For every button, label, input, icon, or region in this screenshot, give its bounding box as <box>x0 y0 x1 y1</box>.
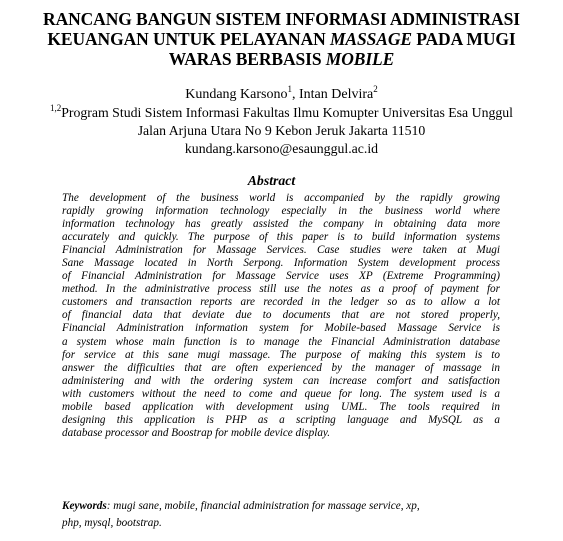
abstract-line: customers and transaction reports are recorded in the ledger so as to allow a lot <box>62 296 500 309</box>
keywords-label: Keywords <box>62 500 107 512</box>
abstract-line: answer the difficulties that are often experienced by the manager of massage in <box>62 361 500 374</box>
abstract-line: with customers without the need to come and queue for long. The system used is a <box>62 387 500 400</box>
abstract-line: The development of the business world is accompanied by the rapidly growing <box>62 192 500 204</box>
abstract-line: mobile based application with development using UML. The tools required in <box>62 400 500 413</box>
affiliation-address: Jalan Arjuna Utara No 9 Kebon Jeruk Jakarta 11510 <box>137 123 426 138</box>
abstract-line: method. In the administrative process still use the notes as a proof of payment for <box>62 283 500 296</box>
abstract-line: rapidly growing information technology especially in the business world where <box>62 205 500 218</box>
title-line-2-tail: PADA MUGI <box>411 29 516 49</box>
abstract-line: accurately and quickly. The purpose of this paper is to build information systems <box>62 231 500 244</box>
abstract-line: of Financial Administration for Massage Service uses XP (Extreme Programming) <box>62 270 500 283</box>
abstract-line: Sane Massage located in North Serpong. Information System development process <box>62 257 500 270</box>
keywords-block <box>62 498 500 532</box>
author-superscript: 2 <box>373 84 378 94</box>
affiliation-program-text: Program Studi Sistem Informasi Fakultas Ilmu Komupter Universitas Esa Unggul <box>61 105 514 120</box>
abstract-body <box>62 192 500 440</box>
affiliation-email: kundang.karsono@esaunggul.ac.id <box>184 141 379 156</box>
abstract-line: of financial data that deviate due to documents that are not stored properly, <box>62 309 500 322</box>
title-line-3-text: WARAS BERBASIS <box>168 49 326 69</box>
title-line-3-italic: MOBILE <box>325 49 395 69</box>
abstract-line: a system whose main function is to manage the Financial Administration database <box>62 335 500 348</box>
title-line-3 <box>0 49 563 69</box>
author-name: Intan Delvira <box>299 87 374 102</box>
keywords-line <box>62 498 500 515</box>
abstract-line: information technology has greatly assisted the company in obtaining data more <box>62 218 500 231</box>
abstract-line: Financial Administration for Massage Services. Case studies were taken at Mugi <box>62 244 500 257</box>
affiliation-superscript: 1,2 <box>49 103 62 113</box>
author-name: Kundang Karsono <box>185 87 288 102</box>
keywords-line: php, mysql, bootstrap. <box>62 517 162 529</box>
title-line-2-italic: MASSAGE <box>329 29 412 49</box>
abstract-line: database processor and Boostrap for mobile device display. <box>62 426 331 439</box>
affiliation-block <box>0 104 563 158</box>
paper-title <box>0 9 563 69</box>
abstract-line: for service at this sane mugi massage. The purpose of making this system is to <box>62 348 500 361</box>
title-line-2-text: KEUANGAN UNTUK PELAYANAN <box>47 29 330 49</box>
abstract-line: designing this application is PHP as a scripting language and MySQL as a <box>62 413 500 426</box>
abstract-line: administering and with the ordering system can increase comfort and satisfaction <box>62 374 500 387</box>
affiliation-program <box>0 104 563 122</box>
abstract-line: Financial Administration information system for Mobile-based Massage Service is <box>62 322 500 335</box>
keywords-list: : mugi sane, mobile, financial administration for massage service, xp, <box>106 500 420 512</box>
author-superscript: 1 <box>287 84 292 94</box>
author-separator: , <box>292 87 299 102</box>
title-line-1: RANCANG BANGUN SISTEM INFORMASI ADMINISTRASI <box>43 9 520 29</box>
author-list <box>0 86 563 103</box>
title-line-2 <box>0 29 563 49</box>
abstract-heading: Abstract <box>247 173 296 188</box>
